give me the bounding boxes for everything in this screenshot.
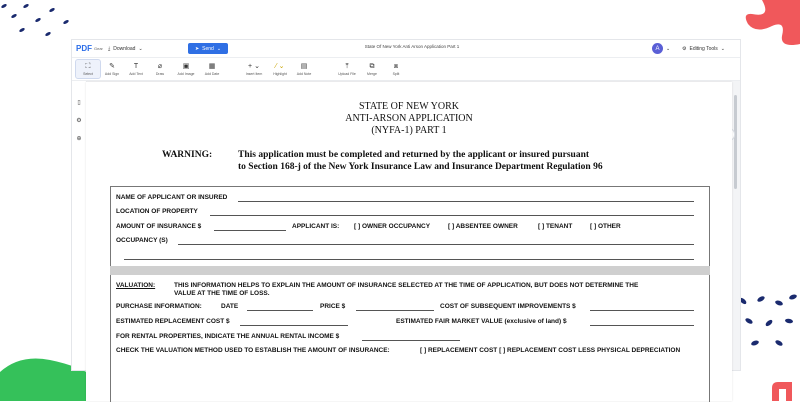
zoom-icon[interactable]: ⊕	[76, 135, 82, 142]
send-label: Send	[202, 45, 214, 52]
scrollbar[interactable]	[734, 95, 737, 189]
tool-add-text[interactable]	[124, 60, 148, 78]
send-icon: ➤	[194, 45, 200, 52]
tool-draw[interactable]	[148, 60, 172, 78]
draw-icon: ⌀	[157, 62, 163, 70]
label-price: PRICE $	[320, 303, 346, 310]
warning-text-1: This application must be completed and returned by the applicant or insured pursuant	[238, 150, 590, 160]
tool-label: Highlight	[273, 71, 287, 76]
merge-icon: ⧉	[369, 62, 375, 70]
doc-heading-2: ANTI-ARSON APPLICATION	[345, 113, 473, 124]
field-amount[interactable]	[214, 230, 286, 231]
red-blob-decoration	[742, 0, 800, 48]
field-replacement-cost[interactable]	[240, 325, 348, 326]
tool-add-note[interactable]	[292, 60, 316, 78]
dots-decoration	[735, 293, 800, 353]
chevron-down-icon: ⌄	[720, 45, 725, 52]
pen-icon: ✎	[109, 62, 115, 70]
field-occupancy[interactable]	[178, 244, 694, 245]
checkbox-absentee-owner[interactable]: [ ] ABSENTEE OWNER	[448, 223, 518, 230]
label-name: NAME OF APPLICANT OR INSURED	[116, 194, 228, 201]
checkbox-owner-occupancy[interactable]: [ ] OWNER OCCUPANCY	[354, 223, 431, 230]
avatar[interactable]: A	[652, 43, 663, 54]
label-market-value: ESTIMATED FAIR MARKET VALUE (exclusive of land) $	[396, 318, 567, 325]
tool-label: Split	[392, 71, 400, 76]
checkbox-tenant[interactable]: [ ] TENANT	[538, 223, 573, 230]
label-rental-income: FOR RENTAL PROPERTIES, INDICATE THE ANNUAL RENTAL INCOME $	[116, 333, 340, 340]
tool-label: Insert Item	[245, 71, 263, 76]
tool-label: Add Image	[177, 71, 195, 76]
tools-icon: ⚙	[682, 45, 687, 52]
tool-add-sign[interactable]	[100, 60, 124, 78]
label-cost-subsequent: COST OF SUBSEQUENT IMPROVEMENTS $	[440, 303, 576, 310]
chevron-down-icon: ⌄	[216, 45, 222, 52]
logo-subtext: Gear	[94, 46, 103, 51]
field-name[interactable]	[238, 201, 694, 202]
document-title: State Of New York Anti Arson Application Part 1	[364, 44, 460, 49]
logo-text: PDF	[76, 44, 92, 53]
chevron-down-icon: ⌄	[138, 45, 143, 52]
label-purchase: PURCHASE INFORMATION:	[116, 303, 202, 310]
chevron-down-icon[interactable]: ⌄	[666, 45, 671, 52]
app-logo	[76, 43, 103, 54]
plus-icon: + ⌄	[248, 62, 260, 70]
label-valuation-method: CHECK THE VALUATION METHOD USED TO ESTABLISH THE AMOUNT OF INSURANCE:	[116, 347, 390, 354]
doc-heading-3: (NYFA-1) PART 1	[371, 125, 447, 136]
warning-label: WARNING:	[162, 150, 213, 160]
tool-merge[interactable]	[360, 60, 384, 78]
valuation-text-2: VALUE AT THE TIME OF LOSS.	[174, 290, 270, 297]
select-icon: ⛶	[85, 62, 91, 70]
field-date[interactable]	[247, 310, 313, 311]
tool-label: Draw	[155, 71, 165, 76]
field-price[interactable]	[356, 310, 434, 311]
label-occupancy: OCCUPANCY (S)	[116, 237, 168, 244]
highlight-icon: ⁄ ⌄	[275, 62, 285, 70]
tool-insert-item[interactable]	[242, 60, 266, 78]
tool-label: Add Text	[129, 71, 143, 76]
label-date: DATE	[221, 303, 239, 310]
tool-select[interactable]	[76, 60, 100, 78]
field-market-value[interactable]	[590, 325, 694, 326]
label-location: LOCATION OF PROPERTY	[116, 208, 198, 215]
field-occupancy-2[interactable]	[124, 259, 694, 260]
note-icon: ▤	[300, 62, 308, 70]
tool-label: Merge	[367, 71, 377, 76]
field-location[interactable]	[210, 215, 694, 216]
brand-mark-icon	[772, 382, 792, 401]
split-icon: ⧈	[393, 62, 399, 70]
pages-icon[interactable]: ▯	[77, 99, 81, 106]
top-bar	[72, 40, 740, 58]
field-cost-subsequent[interactable]	[590, 310, 694, 311]
label-applicant-is: APPLICANT IS:	[292, 223, 340, 230]
editing-tools-label: Editing Tools	[689, 45, 718, 52]
dots-decoration	[0, 0, 80, 44]
editing-tools-button[interactable]	[682, 43, 725, 54]
send-button[interactable]	[188, 43, 228, 54]
checkbox-other[interactable]: [ ] OTHER	[590, 223, 621, 230]
label-amount: AMOUNT OF INSURANCE $	[116, 223, 202, 230]
valuation-text-1: THIS INFORMATION HELPS TO EXPLAIN THE AMOUNT OF INSURANCE SELECTED AT THE TIME OF APPLICATION, BUT DOES NOT DETERMINE THE	[174, 282, 639, 289]
doc-heading-1: STATE OF NEW YORK	[358, 101, 460, 112]
gear-icon[interactable]: ⚙	[76, 117, 82, 124]
tool-bar	[72, 58, 740, 81]
tool-highlight[interactable]	[268, 60, 292, 78]
tool-split[interactable]	[384, 60, 408, 78]
tool-upload-file[interactable]	[335, 60, 359, 78]
tool-label: Select	[83, 71, 93, 76]
tool-label: Upload File	[338, 71, 356, 76]
download-label: Download	[113, 45, 136, 52]
field-rental-income[interactable]	[362, 340, 460, 341]
download-icon: ⤓	[108, 45, 111, 52]
image-icon: ▣	[182, 62, 190, 70]
left-sidebar	[72, 81, 87, 370]
download-button[interactable]	[108, 43, 143, 54]
tool-add-image[interactable]	[174, 60, 198, 78]
section-separator	[110, 266, 710, 275]
tool-label: Add Note	[296, 71, 312, 76]
warning-text-2: to Section 168-j of the New York Insurance Law and Insurance Department Regulation 96	[238, 162, 603, 172]
calendar-icon: ▦	[208, 62, 216, 70]
tool-label: Add Sign	[104, 71, 120, 76]
label-replacement-cost: ESTIMATED REPLACEMENT COST $	[116, 318, 230, 325]
text-icon: T	[133, 62, 139, 70]
label-valuation: VALUATION:	[116, 282, 156, 289]
tool-add-date[interactable]	[200, 60, 224, 78]
upload-icon: ⤒	[345, 62, 349, 70]
checkbox-replacement-method[interactable]: [ ] REPLACEMENT COST [ ] REPLACEMENT COST LESS PHYSICAL DEPRECIATION	[420, 347, 681, 354]
tool-label: Add Date	[204, 71, 220, 76]
